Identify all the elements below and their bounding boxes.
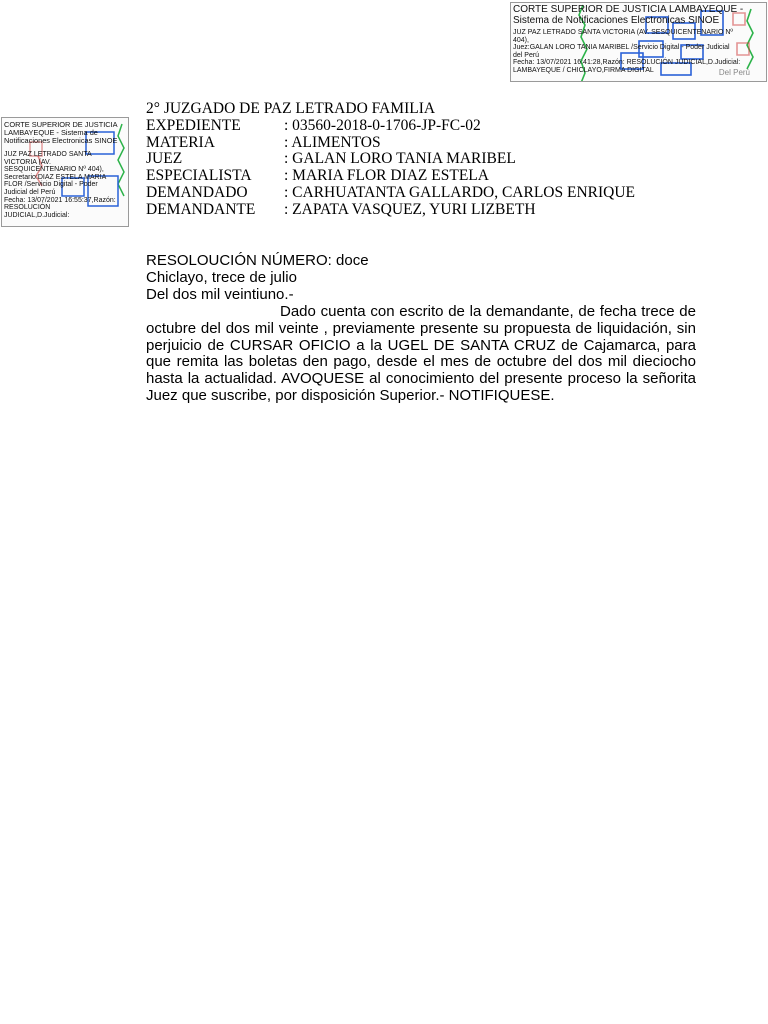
case-header: [146, 101, 666, 219]
header-value: : ALIMENTOS: [284, 133, 381, 151]
stamp-line: FLOR /Servicio Digital - Poder: [4, 181, 98, 189]
stamp-line: LAMBAYEQUE / CHICLAYO,FIRMA DIGITAL: [513, 66, 654, 74]
header-value: : ZAPATA VASQUEZ, YURI LIZBETH: [284, 200, 536, 218]
stamp-title: LAMBAYEQUE - Sistema de: [4, 128, 98, 137]
resolution-number: RESOLOUCIÓN NÚMERO: doce: [146, 252, 369, 269]
stamp-subtitle: Sistema de Notificaciones Electronicas SINOE: [513, 15, 720, 26]
stamp-line: Secretario:DIAZ ESTELA MARIA: [4, 173, 107, 181]
court-name: 2° JUZGADO DE PAZ LETRADO FAMILIA: [146, 100, 436, 117]
header-row-especialista: [146, 168, 666, 185]
stamp-line: del Perú: [513, 51, 540, 59]
header-label: DEMANDANTE: [146, 200, 256, 218]
header-label: JUEZ: [146, 150, 183, 168]
header-label: MATERIA: [146, 133, 215, 151]
stamp-title: Notificaciones Electronicas SINOE: [4, 136, 118, 145]
resolution-body: [146, 253, 696, 405]
year-line: Del dos mil veintiuno.-: [146, 285, 294, 303]
header-row-demandante: [146, 202, 666, 219]
header-row-materia: [146, 135, 666, 152]
resolution-paragraph: Dado cuenta con escrito de la demandante, de fecha trece de octubre del dos mil veinte , previamente presente su propuesta de liquidación, sin perjuicio de CURSAR OFICIO a la UGEL DE SANTA CRUZ de Cajamarca, para que remita las boletas den pago, desde el mes de octubre del dos mil dieciocho hasta la actualidad. AVOQUESE al conocimiento del presente proceso la señorita Juez que suscribe, por disposición Superior.- NOTIFIQUESE.: [146, 302, 696, 405]
digital-signature-stamp-judge: [510, 2, 767, 82]
header-value: : 03560-2018-0-1706-JP-FC-02: [284, 116, 481, 134]
header-row-juez: [146, 151, 666, 168]
digital-signature-stamp-secretary: [1, 117, 129, 227]
header-value: : MARIA FLOR DIAZ ESTELA: [284, 167, 489, 185]
place-date: Chiclayo, trece de julio: [146, 268, 297, 286]
stamp-line: 404),: [513, 36, 529, 44]
stamp-line: JUZ PAZ LETRADO SANTA: [4, 151, 92, 158]
header-value: : CARHUATANTA GALLARDO, CARLOS ENRIQUE: [284, 183, 636, 201]
stamp-line: Juez:GALAN LORO TANIA MARIBEL /Servicio Digital - Poder Judicial: [513, 44, 730, 52]
header-label: DEMANDADO: [146, 183, 248, 201]
header-label: ESPECIALISTA: [146, 167, 252, 185]
header-row-demandado: [146, 185, 666, 202]
stamp-line: JUDICIAL,D.Judicial:: [4, 211, 70, 219]
stamp-line: SESQUICENTENARIO Nº 404),: [4, 166, 104, 174]
stamp-line: Fecha: 13/07/2021 16:41:28,Razón: RESOLUCIÓN JUDICIAL,D.Judicial:: [513, 59, 741, 67]
header-label: EXPEDIENTE: [146, 116, 241, 134]
stamp-line: JUZ PAZ LETRADO SANTA VICTORIA (AV. SESQUICENTENARIO Nº: [513, 29, 733, 36]
header-row-expediente: [146, 118, 666, 135]
stamp-line: VICTORIA (AV.: [4, 158, 51, 166]
stamp-line: RESOLUCIÓN: [4, 204, 51, 212]
stamp-title: CORTE SUPERIOR DE JUSTICIA: [4, 120, 118, 129]
header-value: : GALAN LORO TANIA MARIBEL: [284, 150, 516, 168]
stamp-line: Judicial del Perú: [4, 188, 56, 196]
stamp-line: Fecha: 13/07/2021 16:55:37,Razón:: [4, 196, 116, 204]
stamp-title: CORTE SUPERIOR DE JUSTICIA LAMBAYEQUE -: [513, 4, 744, 15]
judiciary-mark: Del Perú: [718, 68, 750, 77]
